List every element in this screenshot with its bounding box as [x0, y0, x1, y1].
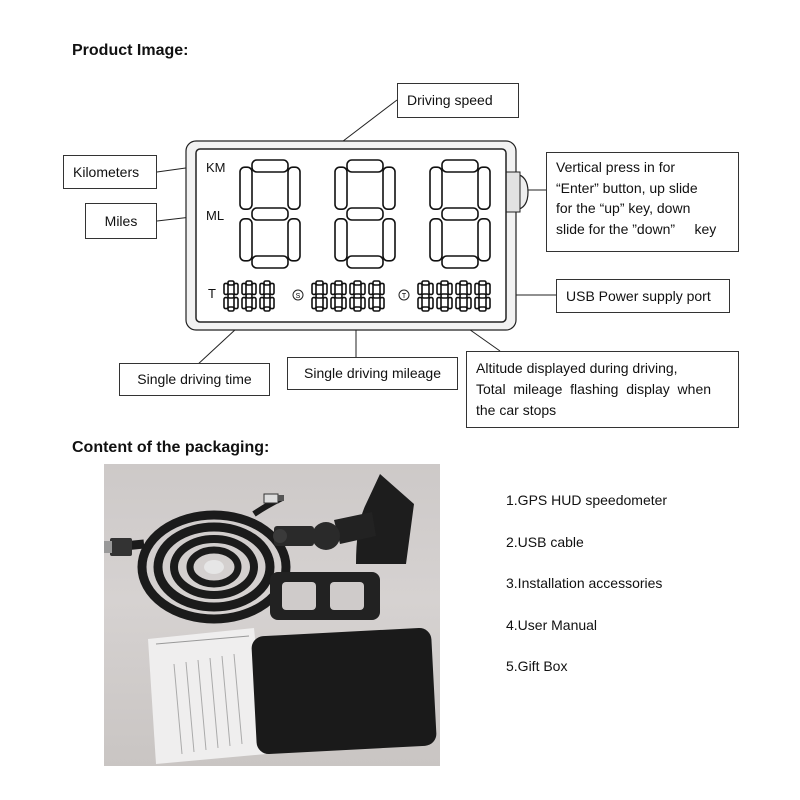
- t-symbol: T: [401, 293, 407, 300]
- single-time-text: Single driving time: [137, 371, 252, 387]
- list-item: 5.Gift Box: [506, 658, 568, 674]
- packaging-photo-illustration: [104, 464, 440, 766]
- t-label: T: [208, 286, 216, 301]
- driving-speed-callout: [397, 83, 519, 118]
- packaging-list: [506, 490, 667, 698]
- miles-text: Miles: [104, 212, 138, 229]
- s-symbol: S: [295, 293, 301, 300]
- vertical-press-callout: [546, 152, 739, 252]
- vertical-press-line-4: slide for the ”down” key: [556, 220, 717, 237]
- altitude-line-2: Total mileage flashing display when: [476, 381, 712, 397]
- user-manual-illustration: [148, 628, 266, 764]
- mount-illustration: [273, 474, 414, 564]
- miles-callout: [85, 203, 157, 239]
- single-mileage-text: Single driving mileage: [304, 365, 441, 381]
- single-time-callout: [119, 363, 270, 396]
- driving-speed-text: Driving speed: [407, 92, 493, 108]
- single-time-display: [224, 281, 274, 311]
- kilometers-callout: [63, 155, 157, 189]
- product-image-heading: Product Image:: [72, 42, 189, 59]
- altitude-callout: [466, 351, 739, 428]
- vertical-press-line-1: Vertical press in for: [556, 159, 676, 175]
- kilometers-text: Kilometers: [73, 163, 140, 180]
- altitude-line-1: Altitude displayed during driving,: [476, 360, 678, 376]
- rubber-pad-illustration: [270, 572, 380, 620]
- single-mileage-callout: [287, 357, 458, 390]
- ml-label: ML: [206, 208, 225, 223]
- list-item: 1.GPS HUD speedometer: [506, 492, 668, 508]
- gift-box-illustration: [251, 627, 437, 754]
- packaging-heading: Content of the packaging:: [72, 439, 270, 456]
- usb-port-callout: [556, 279, 730, 313]
- km-label: KM: [206, 160, 226, 175]
- vertical-press-line-3: for the “up” key, down: [556, 200, 691, 216]
- vertical-press-line-2: “Enter” button, up slide: [556, 179, 698, 196]
- usb-cable-illustration: [124, 498, 286, 619]
- list-item: 3.Installation accessories: [506, 575, 663, 591]
- list-item: 4.User Manual: [506, 616, 598, 633]
- altitude-line-3: the car stops: [476, 402, 557, 418]
- usb-port-text: USB Power supply port: [566, 287, 711, 304]
- packaging-photo: [104, 464, 440, 766]
- list-item: 2.USB cable: [506, 533, 584, 550]
